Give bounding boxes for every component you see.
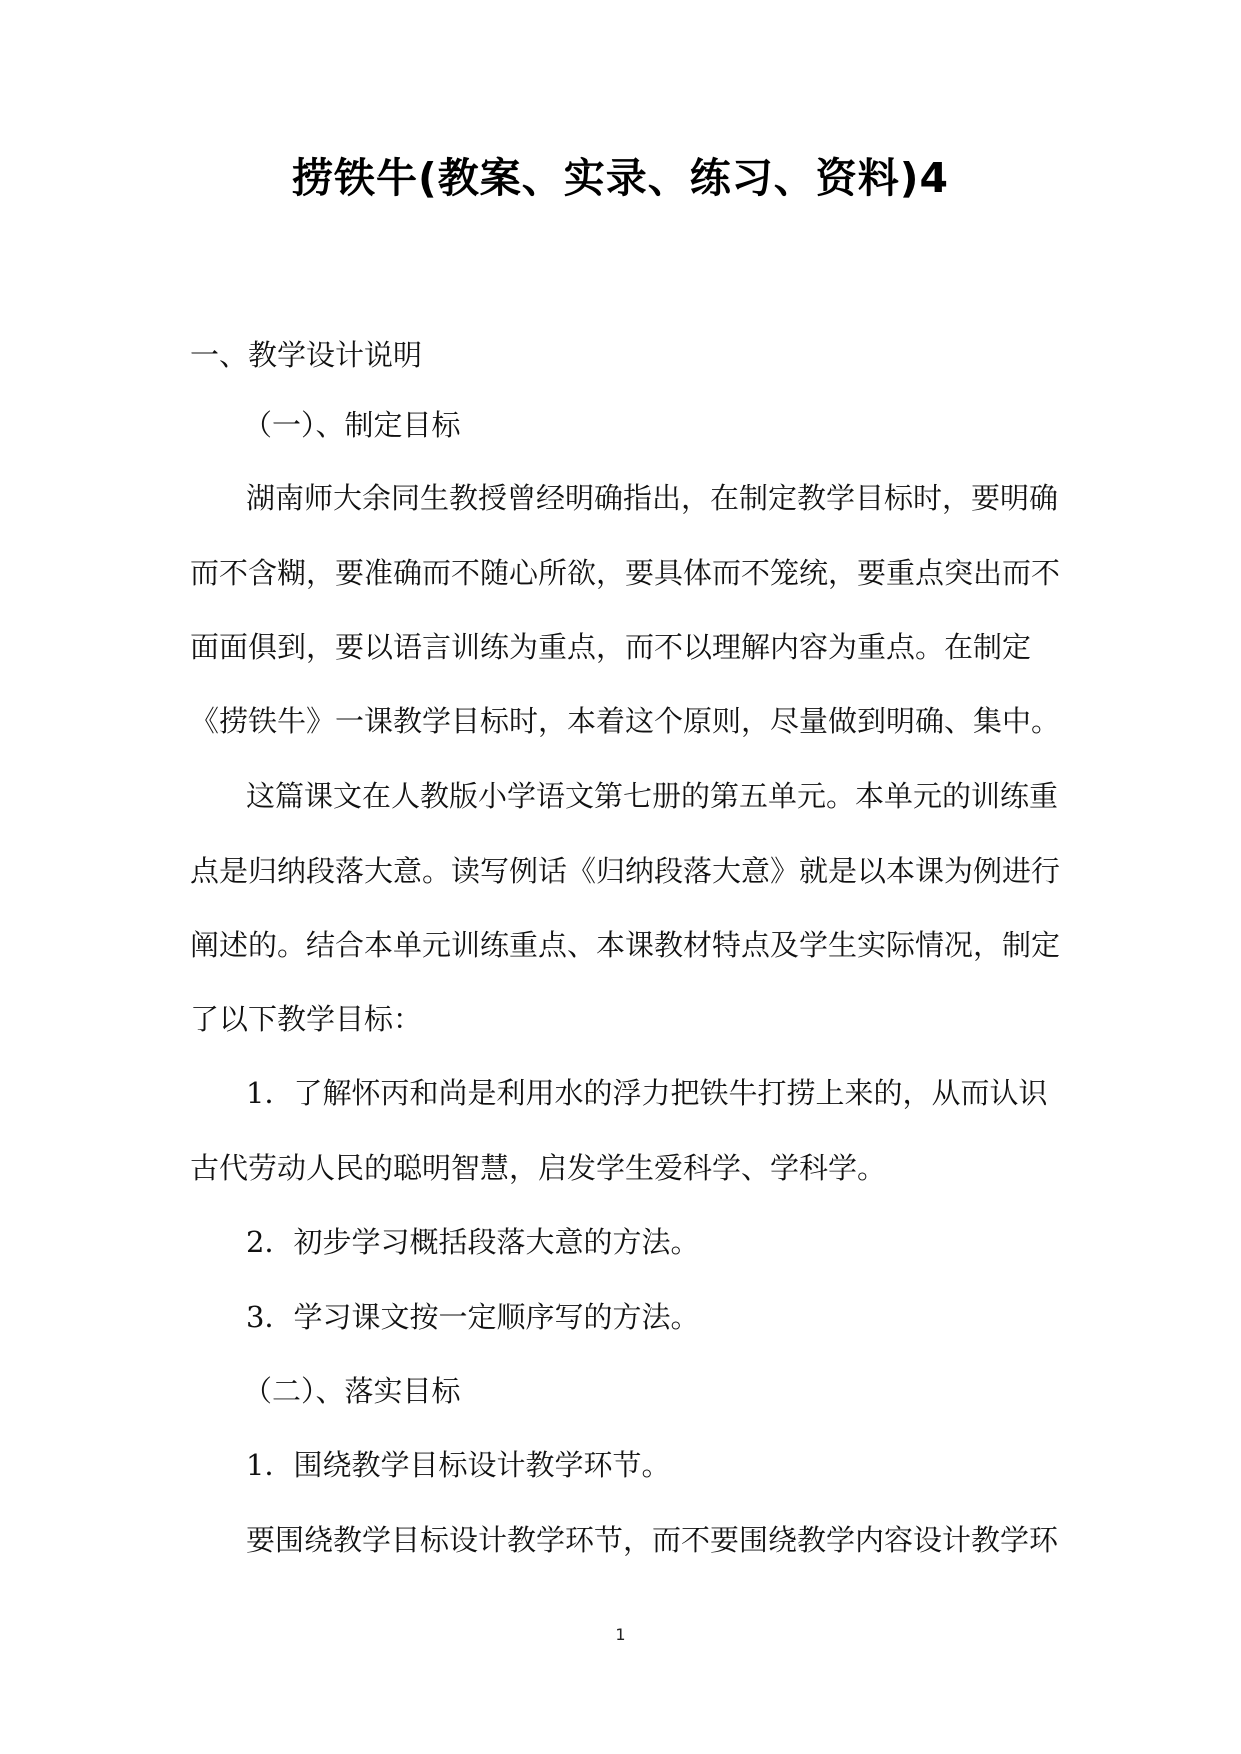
- list-item: 2．初步学习概括段落大意的方法。: [246, 1225, 700, 1259]
- paragraph-line: 要围绕教学目标设计教学环节，而不要围绕教学内容设计教学环: [246, 1523, 1059, 1557]
- page-number: 1: [615, 1625, 626, 1644]
- subsection-heading: （二）、落实目标: [243, 1374, 461, 1408]
- paragraph-line: 《捞铁牛》一课教学目标时，本着这个原则，尽量做到明确、集中。: [190, 704, 1061, 738]
- subsection-heading: （一）、制定目标: [243, 408, 461, 442]
- list-item: 1．了解怀丙和尚是利用水的浮力把铁牛打捞上来的，从而认识: [246, 1076, 1048, 1110]
- list-item: 1．围绕教学目标设计教学环节。: [246, 1448, 671, 1482]
- paragraph-line: 了以下教学目标：: [190, 1002, 423, 1036]
- section-heading: 一、教学设计说明: [190, 338, 423, 372]
- paragraph-line: 点是归纳段落大意。读写例话《归纳段落大意》就是以本课为例进行: [190, 854, 1061, 888]
- list-item: 3．学习课文按一定顺序写的方法。: [246, 1300, 700, 1334]
- paragraph-line: 湖南师大余同生教授曾经明确指出，在制定教学目标时，要明确: [246, 481, 1059, 515]
- paragraph-line: 而不含糊，要准确而不随心所欲，要具体而不笼统，要重点突出而不: [190, 556, 1061, 590]
- paragraph-line: 阐述的。结合本单元训练重点、本课教材特点及学生实际情况，制定: [190, 928, 1061, 962]
- paragraph-line: 这篇课文在人教版小学语文第七册的第五单元。本单元的训练重: [246, 779, 1059, 813]
- document-title: 捞铁牛(教案、实录、练习、资料)4: [291, 154, 949, 202]
- paragraph-line: 面面俱到，要以语言训练为重点，而不以理解内容为重点。在制定: [190, 630, 1032, 664]
- list-item-continuation: 古代劳动人民的聪明智慧，启发学生爱科学、学科学。: [190, 1151, 887, 1185]
